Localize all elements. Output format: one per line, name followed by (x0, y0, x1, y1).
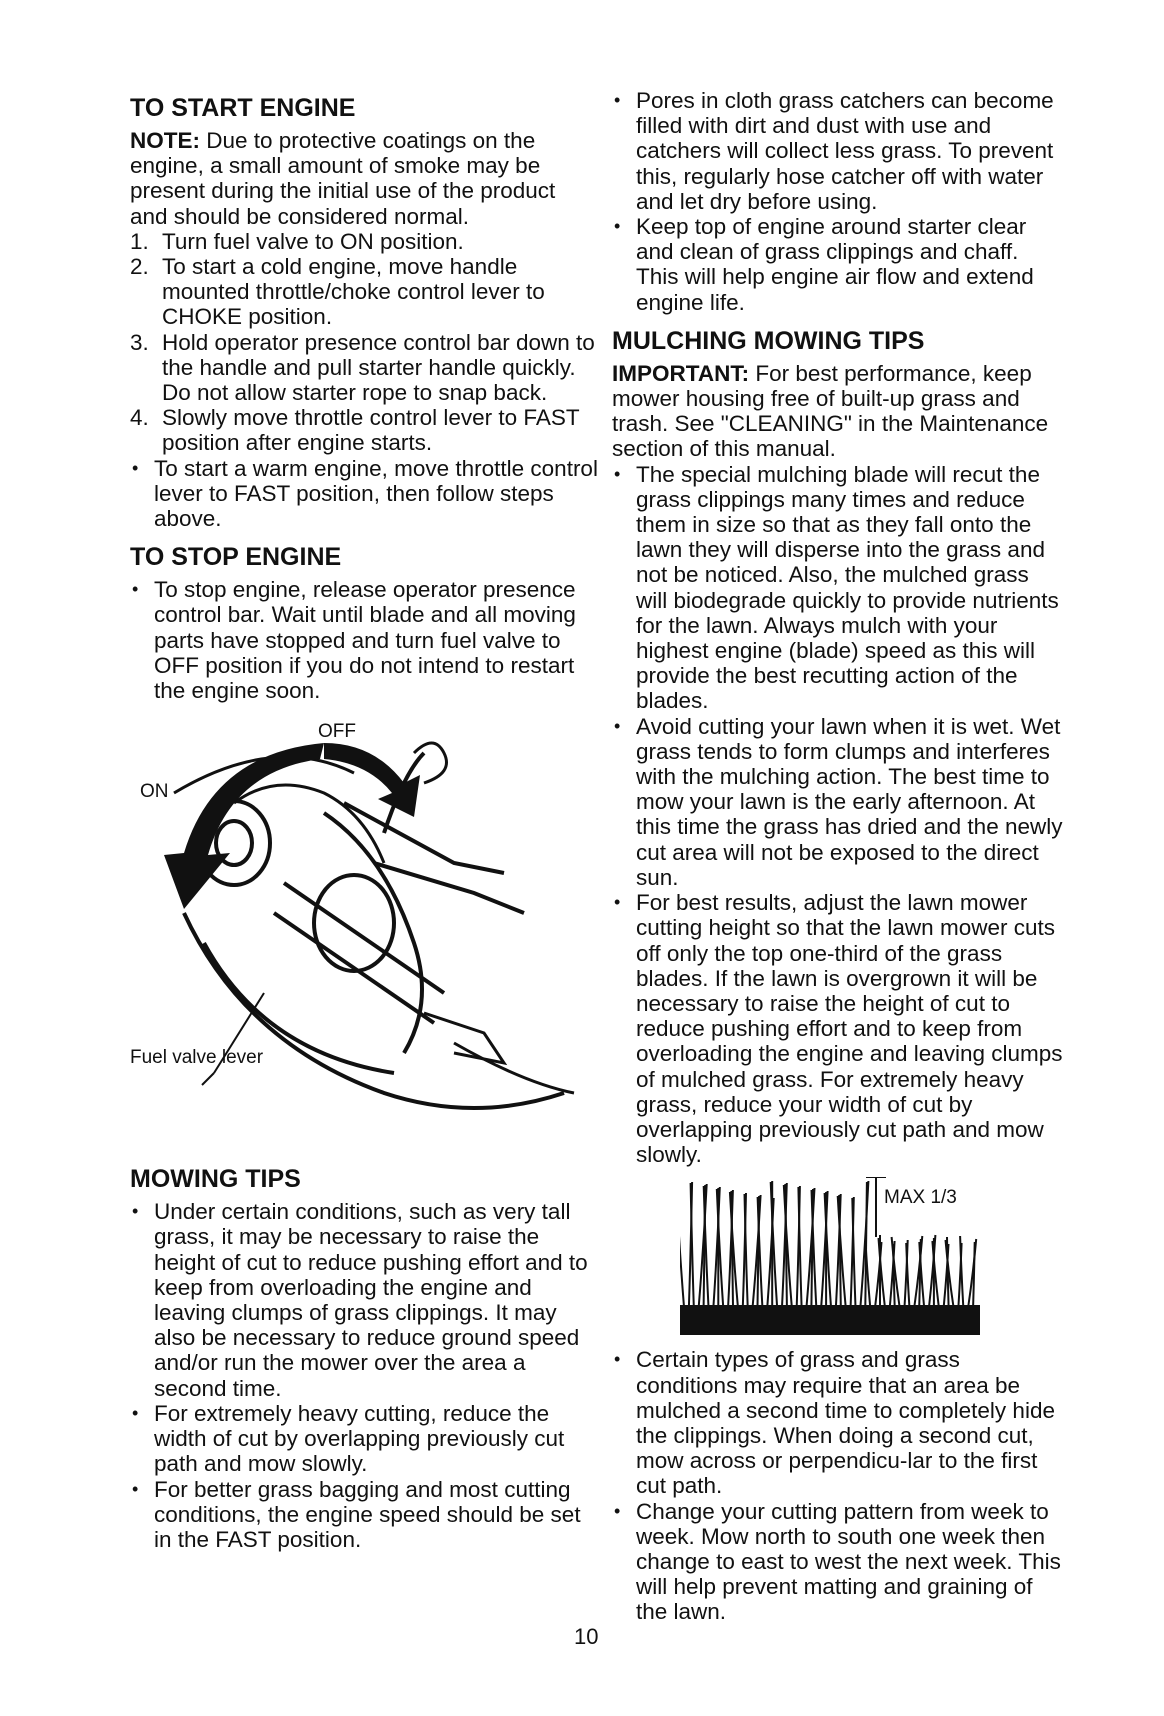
step-text: Slowly move throttle control lever to FAST position after engine starts. (162, 405, 580, 456)
important-label: IMPORTANT: (612, 360, 750, 386)
bullet-item: • To stop engine, release operator presence control bar. Wait until blade and all moving parts have stopped and turn fuel valve to OFF position if you do not intend to restart the engine soon. (130, 577, 598, 703)
bullet-item: • Under certain conditions, such as very tall grass, it may be necessary to raise the height of cut to reduce pushing effort and to keep from overloading the engine and leaving clumps of grass clippings. It may also be necessary to reduce ground speed and/or run the mower over the area a second time. (130, 1199, 598, 1401)
bullet-item: • To start a warm engine, move throttle control lever to FAST position, then follow steps above. (130, 456, 598, 532)
bullet-item: • The special mulching blade will recut the grass clippings many times and reduce them in size so that as they fall onto the lawn they will disperse into the grass and not be noticed. Also, the mulched grass will biodegrade quickly to provide nutrients for the lawn. Always mulch with your highest engine (blade) speed as this will provide the best recutting action of the blades. (612, 462, 1064, 714)
bullet-item: • For better grass bagging and most cutting conditions, the engine speed should be set in the FAST position. (130, 1477, 598, 1553)
bullet-item: • Avoid cutting your lawn when it is wet. Wet grass tends to form clumps and interferes with the mulching action. The best time to mow your lawn is the early afternoon. At this time the grass has dried and the newly cut area will not be exposed to the direct sun. (612, 714, 1064, 890)
step-text: Hold operator presence control bar down to the handle and pull starter handle quickly. Do not allow starter rope to snap back. (162, 329, 595, 406)
page-number: 10 (574, 1624, 599, 1649)
bullet-item: • For best results, adjust the lawn mower cutting height so that the lawn mower cuts off only the top one-third of the grass blades. If the lawn is overgrown it will be necessary to raise the height of cut to reduce pushing effort and to keep from overloading the engine and leaving clumps of mulched grass. For extremely heavy grass, reduce your width of cut by overlapping previously cut path and mow slowly. (612, 890, 1064, 1167)
mowing-tips-heading: MOWING TIPS (130, 1165, 301, 1194)
step-number: 2. (130, 254, 149, 280)
label-on: ON (140, 781, 169, 803)
step-item (130, 254, 598, 330)
step-number: 4. (130, 405, 149, 431)
grass-height-figure (680, 1177, 980, 1337)
mulching-bullets-after (612, 1347, 1064, 1624)
mowing-tips-bullets (130, 1199, 598, 1552)
bullet-item: • For extremely heavy cutting, reduce the width of cut by overlapping previously cut path and mow slowly. (130, 1401, 598, 1477)
note-label: NOTE: (130, 128, 200, 153)
step-number: 3. (130, 329, 149, 355)
grass-blade (973, 1242, 975, 1307)
mulching-bullets (612, 462, 1064, 1168)
fuel-valve-figure (124, 713, 594, 1143)
start-steps (130, 229, 598, 456)
catcher-bullets (612, 88, 1064, 315)
stop-bullets (130, 577, 598, 703)
start-bullets (130, 456, 598, 532)
step-item (130, 405, 598, 455)
step-item (130, 330, 598, 406)
label-off: OFF (318, 721, 356, 743)
bullet-item: • Certain types of grass and grass conditions may require that an area be mulched a second time to completely hide the clippings. When doing a second cut, mow across or perpendicu-lar to the first cut path. (612, 1347, 1064, 1498)
bullet-item: • Change your cutting pattern from week to week. Mow north to south one week then change to east to west the next week. This will help prevent matting and graining of the lawn. (612, 1499, 1064, 1625)
figure-caption: Fuel valve lever (130, 1047, 264, 1069)
bullet-item: • Pores in cloth grass catchers can become filled with dirt and dust with use and catchers will collect less grass. To prevent this, regularly hose catcher off with water and let dry before using. (612, 88, 1064, 214)
stop-engine-heading: TO STOP ENGINE (130, 543, 342, 572)
fuel-valve-illustration (124, 713, 594, 1143)
mulching-heading: MULCHING MOWING TIPS (612, 326, 925, 355)
start-engine-heading: TO START ENGINE (130, 94, 356, 122)
mulching-important (612, 361, 1064, 462)
right-column (612, 88, 1064, 1625)
step-text: Turn fuel valve to ON position. (162, 228, 464, 254)
step-item (130, 229, 598, 254)
note-text: Due to protective coatings on the engine, a small amount of smoke may be present during the initial use of the product and should be considered normal. (130, 128, 556, 229)
grass-blade (680, 1181, 684, 1307)
left-column (130, 88, 598, 1552)
step-number: 1. (130, 228, 149, 254)
important-text: For best performance, keep mower housing free of built-up grass and trash. See "CLEANING" in the Maintenance section of this manual. (612, 360, 1049, 462)
bullet-item: • Keep top of engine around starter clear and clean of grass clippings and chaff. This will help engine air flow and extend engine life. (612, 214, 1064, 315)
step-text: To start a cold engine, move handle mounted throttle/choke control lever to CHOKE position. (162, 254, 545, 330)
max-label: MAX 1/3 (884, 1187, 957, 1209)
start-engine-note (130, 128, 598, 229)
